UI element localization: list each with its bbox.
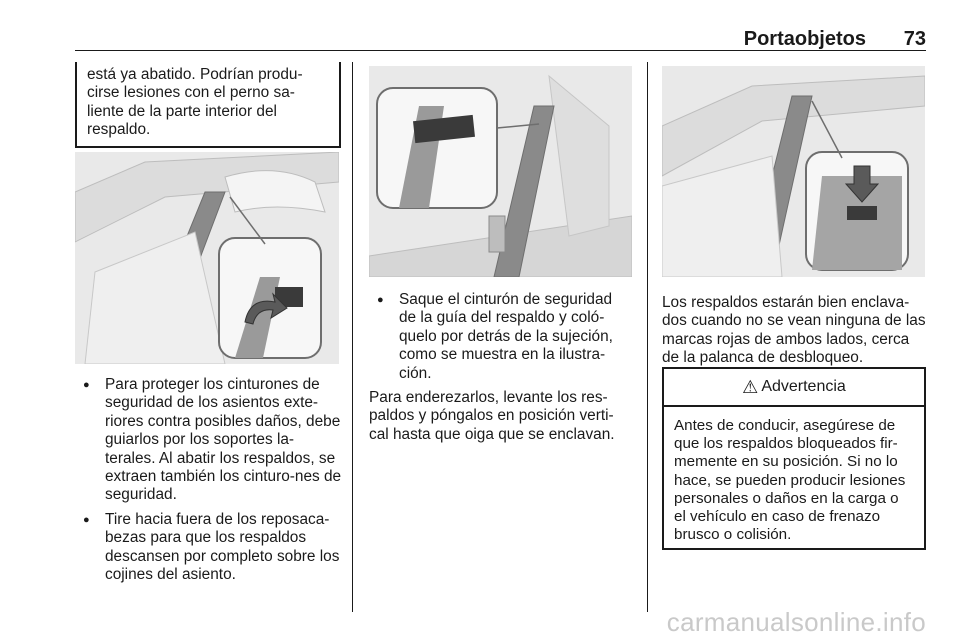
page-number: 73 (903, 28, 926, 50)
watermark: carmanualsonline.info (666, 607, 926, 637)
column-1-text (75, 376, 343, 590)
warning-triangle-icon: ⚠ (742, 376, 759, 397)
paragraph: Para enderezarlos, levante los res-paldos y póngalos en posición verti-cal hasta que oiga que se enclavan. (369, 389, 615, 443)
continued-warning-text: está ya abatido. Podrían produ-cirse lesiones con el perno sa-liente de la parte interior del respaldo. (87, 66, 303, 139)
list-item: ● Saque el cinturón de seguridad de la guía del respaldo y coló-quelo por detrás de la sujeción, como se muestra en la ilustra-ción. (369, 291, 633, 383)
page-title: Portaobjetos (743, 28, 866, 50)
warning-box (662, 367, 926, 550)
illustration-release-lever (662, 66, 925, 277)
list-item: ● Para proteger los cinturones de seguridad de los asientos exte-riores contra posibles daños, debe guiarlos por los soportes la-terales. Al abatir los respaldos, se extraen también los cinturo-nes de seguridad. (75, 376, 343, 505)
seatbelt-guide-drawing (75, 152, 339, 364)
column-2-text (369, 291, 633, 450)
continued-warning-box (75, 62, 341, 148)
seatbelt-holder-drawing (369, 66, 632, 277)
warning-body: Antes de conducir, asegúrese de que los respaldos bloqueados fir-memente en su posición. Si no lo hace, se pueden producir lesiones personales o daños en la carga o el vehículo en caso de frenazo brusco o colisión. (674, 417, 906, 544)
list-item: ● Tire hacia fuera de los reposaca-bezas para que los respaldos descansen por completo sobre los cojines del asiento. (75, 511, 343, 585)
warning-header (664, 369, 924, 407)
column-divider-1 (352, 62, 353, 612)
column-divider-2 (647, 62, 648, 612)
paragraph: Los respaldos estarán bien enclava-dos cuando no se vean ninguna de las marcas rojas de ambos lados, cerca de la palanca de desbloqueo. (662, 294, 926, 367)
column-3-text (662, 294, 926, 374)
release-lever-drawing (662, 66, 925, 277)
page-header (75, 26, 926, 51)
illustration-seatbelt-holder (369, 66, 632, 277)
warning-title: Advertencia (761, 378, 846, 395)
illustration-seatbelt-guide (75, 152, 339, 364)
